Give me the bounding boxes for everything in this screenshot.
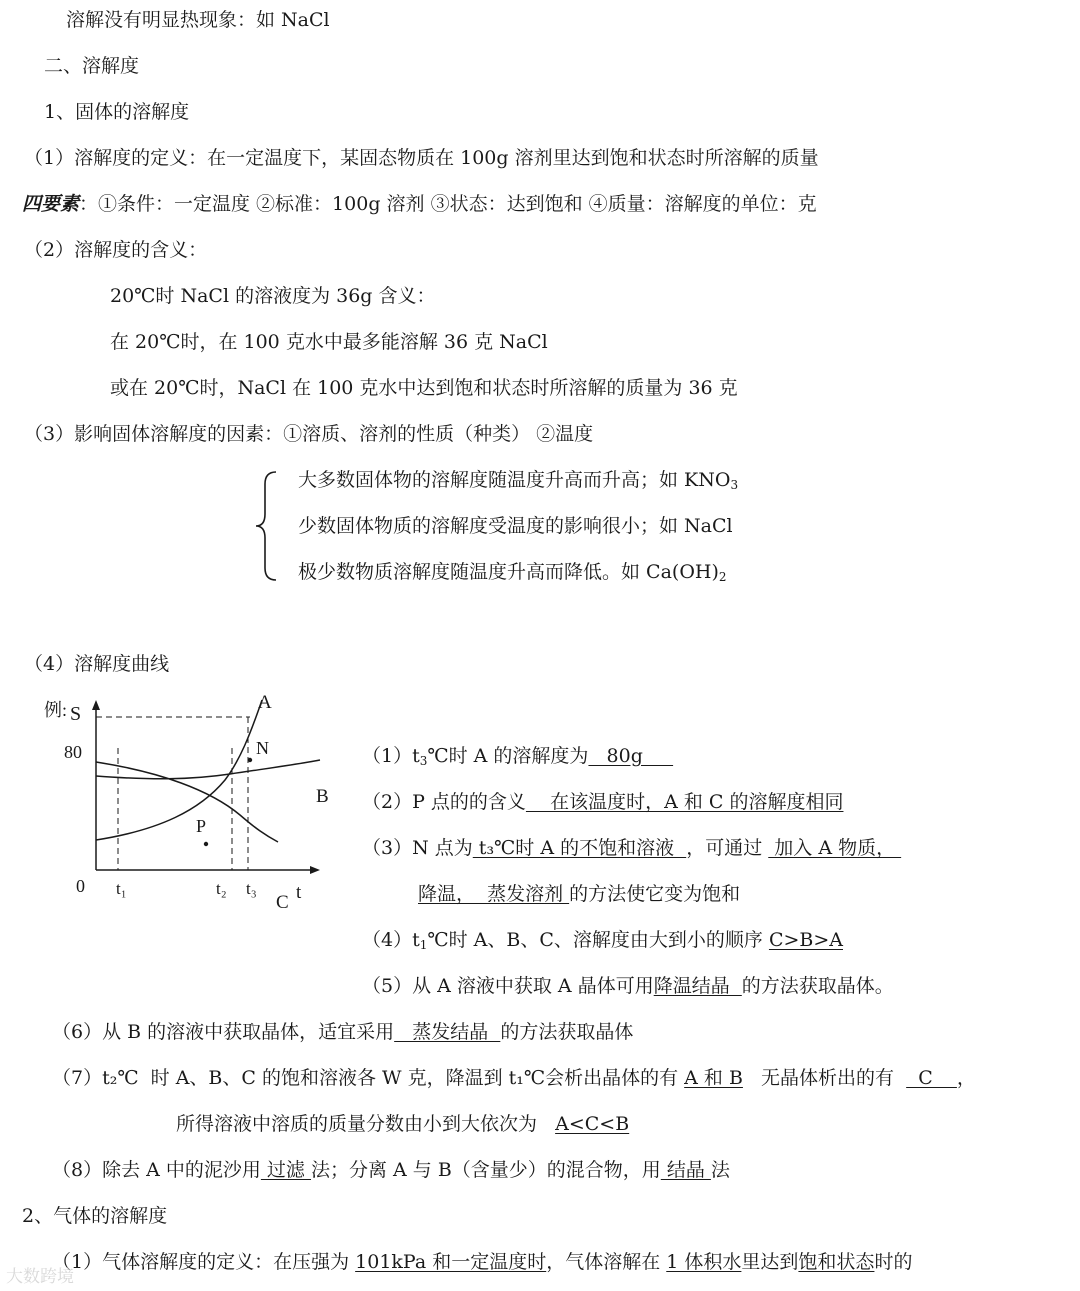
point-n bbox=[248, 758, 252, 762]
question-7-cont bbox=[176, 1112, 629, 1136]
question-8 bbox=[52, 1158, 730, 1182]
point-p bbox=[204, 842, 208, 846]
q8-text-a: （8）除去 A 中的泥沙用 bbox=[52, 1159, 261, 1181]
curve-b bbox=[96, 760, 320, 779]
y-axis-label: S bbox=[70, 703, 82, 725]
x-tick-t3: t₃ bbox=[246, 879, 257, 898]
q5-text-b: 的方法获取晶体。 bbox=[741, 975, 894, 997]
solubility-curve-chart bbox=[40, 690, 340, 920]
brace-line-3-sub: 2 bbox=[718, 570, 727, 584]
gas-def-text-b: ，气体溶解在 bbox=[546, 1251, 667, 1273]
q3-answer-2: 加入 A 物质， bbox=[768, 837, 902, 859]
q8-answer-2: 结晶 bbox=[660, 1159, 711, 1181]
brace-line-2: 少数固体物质的溶解度受温度的影响很小；如 NaCl bbox=[298, 515, 733, 537]
question-7 bbox=[52, 1066, 976, 1090]
q3-text-a: （3）N 点为 bbox=[362, 837, 473, 859]
curve-c bbox=[96, 762, 278, 842]
q8-text-c: 法 bbox=[710, 1159, 730, 1181]
curly-brace bbox=[252, 470, 282, 582]
subheading-solid-solubility: 1、固体的溶解度 bbox=[44, 101, 190, 123]
watermark: 大数跨境 bbox=[6, 1267, 74, 1287]
question-3 bbox=[362, 836, 901, 860]
gas-def-text-c: 里达到 bbox=[741, 1251, 799, 1273]
section-heading-solubility: 二、溶解度 bbox=[44, 55, 140, 77]
q4-sub: 1 bbox=[419, 938, 428, 952]
q7-text-b: 无晶体析出的有 bbox=[742, 1067, 907, 1089]
curve-a bbox=[96, 700, 262, 840]
q3-answer-1: t₃℃时 A 的不饱和溶液 bbox=[472, 837, 687, 859]
q1-sub: 3 bbox=[419, 754, 428, 768]
gas-def-text-a: （1）气体溶解度的定义：在压强为 bbox=[52, 1251, 356, 1273]
point-p-label: P bbox=[196, 816, 207, 836]
y-tick-80: 80 bbox=[64, 742, 82, 762]
x-tick-t2: t₂ bbox=[216, 879, 227, 898]
q7-text-a: （7）t₂℃ 时 A、B、C 的饱和溶液各 W 克，降温到 t₁℃会析出晶体的有 bbox=[52, 1067, 685, 1089]
gas-def-answer-3: 饱和状态 bbox=[798, 1251, 875, 1273]
q3-answer-3: 降温， 蒸发溶剂 bbox=[418, 883, 570, 905]
line-curve-heading: （4）溶解度曲线 bbox=[24, 653, 170, 675]
four-elements-text: ：①条件：一定温度 ②标准：100g 溶剂 ③状态：达到饱和 ④质量：溶解度的单位：克 bbox=[79, 193, 817, 215]
question-3-cont bbox=[418, 882, 740, 906]
brace-line-3 bbox=[298, 560, 727, 584]
curve-a-label: A bbox=[258, 692, 272, 713]
q7-answer-3: A<C<B bbox=[555, 1113, 630, 1135]
line-meaning-example: 20℃时 NaCl 的溶液度为 36g 含义： bbox=[110, 285, 436, 307]
q3-text-c: 的方法使它变为饱和 bbox=[569, 883, 741, 905]
line-factors: （3）影响固体溶解度的因素：①溶质、溶剂的性质（种类） ②温度 bbox=[24, 423, 594, 445]
line-meaning-heading: （2）溶解度的含义： bbox=[24, 239, 208, 261]
line-definition: （1）溶解度的定义：在一定温度下，某固态物质在 100g 溶剂里达到饱和状态时所溶解的质量 bbox=[24, 147, 819, 169]
brace-line-1-sub: 3 bbox=[730, 478, 739, 492]
x-axis-label: t bbox=[296, 882, 302, 903]
brace-line-1-text: 大多数固体物的溶解度随温度升高而升高；如 KNO bbox=[298, 469, 731, 491]
q7-text-d: 所得溶液中溶质的质量分数由小到大依次为 bbox=[176, 1113, 556, 1135]
q6-text-b: 的方法获取晶体 bbox=[500, 1021, 634, 1043]
q1-text-b: ℃时 A 的溶解度为 bbox=[427, 745, 589, 767]
line-meaning-1: 在 20℃时，在 100 克水中最多能溶解 36 克 NaCl bbox=[110, 331, 548, 353]
q8-text-b: 法；分离 A 与 B（含量少）的混合物，用 bbox=[310, 1159, 661, 1181]
y-axis-arrow bbox=[92, 700, 100, 710]
gas-def-answer-2: 1 体积水 bbox=[666, 1251, 742, 1273]
q3-text-b: ，可通过 bbox=[686, 837, 769, 859]
question-1 bbox=[362, 744, 673, 768]
q4-text-a: （4）t bbox=[362, 929, 420, 951]
q7-answer-2: C bbox=[906, 1067, 957, 1089]
q2-answer: 在该温度时，A 和 C 的溶解度相同 bbox=[525, 791, 844, 813]
gas-def-text-d: 时的 bbox=[874, 1251, 913, 1273]
point-n-label: N bbox=[256, 738, 269, 758]
curve-b-label: B bbox=[316, 786, 329, 807]
question-2 bbox=[362, 790, 843, 814]
q6-text-a: （6）从 B 的溶液中获取晶体，适宜采用 bbox=[52, 1021, 395, 1043]
four-elements-label: 四要素 bbox=[22, 193, 80, 215]
q5-text-a: （5）从 A 溶液中获取 A 晶体可用 bbox=[362, 975, 654, 997]
line-nacl-heat: 溶解没有明显热现象：如 NaCl bbox=[66, 9, 330, 31]
question-6 bbox=[52, 1020, 633, 1044]
q4-answer: C>B>A bbox=[768, 929, 843, 951]
brace-line-1 bbox=[298, 468, 738, 492]
q6-answer: 蒸发结晶 bbox=[394, 1021, 501, 1043]
q8-answer-1: 过滤 bbox=[260, 1159, 311, 1181]
x-axis-arrow bbox=[310, 866, 320, 874]
curve-c-label: C bbox=[276, 892, 289, 913]
gas-solubility-heading: 2、气体的溶解度 bbox=[22, 1205, 168, 1227]
q7-text-c: ， bbox=[956, 1067, 976, 1089]
line-meaning-2: 或在 20℃时，NaCl 在 100 克水中达到饱和状态时所溶解的质量为 36 克 bbox=[110, 377, 738, 399]
x-tick-t1: t₁ bbox=[116, 879, 127, 898]
origin-label: 0 bbox=[76, 876, 85, 896]
gas-definition bbox=[52, 1250, 912, 1274]
brace-line-3-text: 极少数物质溶解度随温度升高而降低。如 Ca(OH) bbox=[298, 561, 719, 583]
question-4 bbox=[362, 928, 843, 952]
q1-answer: 80g bbox=[588, 745, 674, 767]
q4-text-b: ℃时 A、B、C、溶解度由大到小的顺序 bbox=[427, 929, 769, 951]
q7-answer-1: A 和 B bbox=[684, 1067, 743, 1089]
example-label: 例: bbox=[44, 700, 68, 720]
q5-answer: 降温结晶 bbox=[653, 975, 742, 997]
question-5 bbox=[362, 974, 894, 998]
line-four-elements bbox=[22, 192, 817, 216]
q2-text: （2）P 点的的含义 bbox=[362, 791, 526, 813]
gas-def-answer-1: 101kPa 和一定温度时 bbox=[355, 1251, 547, 1273]
q1-text-a: （1）t bbox=[362, 745, 420, 767]
